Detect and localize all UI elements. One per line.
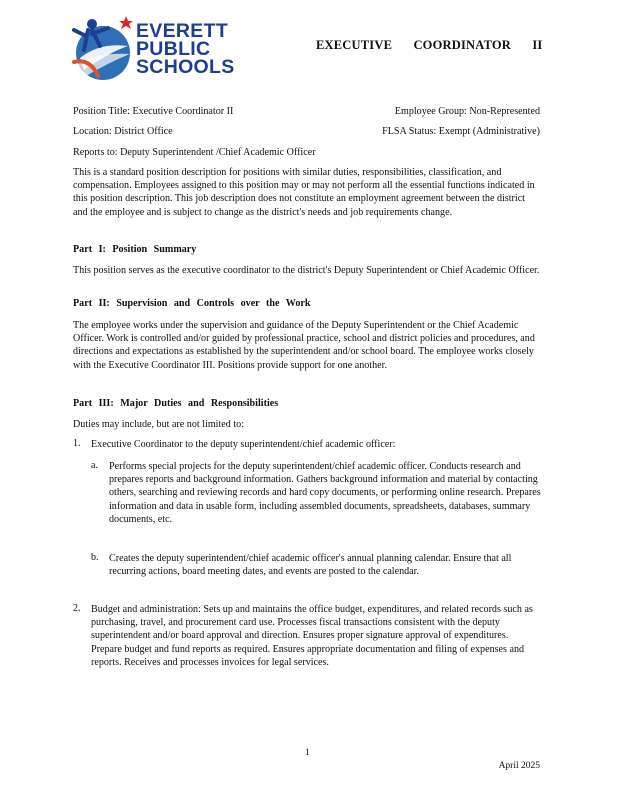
page-number: 1 — [305, 748, 310, 758]
logo-line-2: PUBLIC — [136, 38, 211, 60]
location: Location: District Office — [73, 126, 173, 137]
part1-heading: Part I: Position Summary — [73, 244, 197, 255]
employee-group: Employee Group: Non-Represented — [394, 106, 540, 117]
list-marker-b: b. — [91, 552, 99, 563]
list-marker-a: a. — [91, 460, 99, 471]
logo-emblem-icon — [70, 12, 140, 82]
position-title: Position Title: Executive Coordinator II — [73, 106, 234, 117]
intro-paragraph: This is a standard position description for positions with similar duties, responsibilities, classification, and compensation. Employees assigned to this position may or may not perform all the essential functions indicated in this position description. This job description does not constitute an employment agreement between the district and the employee and is subject to change as the district's needs and job requirements change. — [73, 167, 535, 218]
reports-to: Reports to: Deputy Superintendent /Chief Academic Officer — [73, 147, 316, 158]
list-number-2: 2. — [73, 603, 81, 614]
duty-2-text: Budget and administration: Sets up and maintains the office budget, expenditures, and related records such as purchasing, travel, and procurement card use. Processes fiscal transactions consistent with the deputy superintendent and/or board approval and direction. Ensures proper signature approval of expenditures. Prepare budget and fund reports as required. Ensures appropriate documentation and filing of expenses and reports. Receives and processes invoices for legal services. — [91, 604, 533, 668]
document-title: EXECUTIVE COORDINATOR II — [316, 38, 543, 52]
flsa-status: FLSA Status: Exempt (Administrative) — [382, 126, 540, 137]
list-number-1: 1. — [73, 438, 81, 449]
duty-1-text: Executive Coordinator to the deputy superintendent/chief academic officer: — [91, 439, 396, 450]
duty-1a-text: Performs special projects for the deputy superintendent/chief academic officer. Conducts research and prepares reports and background information. Gathers background information and material by contacting others, searching and reviewing records and hard copy documents, or performing online research. Prepares information and data in usable form, including assembled documents, spreadsheets, databases, summary documents, etc. — [109, 461, 541, 525]
revision-date: April 2025 — [498, 761, 540, 771]
logo-line-3: SCHOOLS — [136, 56, 235, 78]
part1-body: This position serves as the executive coordinator to the district's Deputy Superintendent or Chief Academic Officer. — [73, 265, 540, 276]
logo-line-1: EVERETT — [136, 20, 229, 42]
duties-lead: Duties may include, but are not limited to: — [73, 419, 244, 430]
part2-body: The employee works under the supervision and guidance of the Deputy Superintendent or the Chief Academic Officer. Work is controlled and/or guided by professional practice, school and district policies and procedures, and directions and expectations as established by the superintendent and/or school board. The employee works closely with the Executive Coordinator III. Positions provide support for one another. — [73, 320, 535, 371]
duty-1b-text: Creates the deputy superintendent/chief academic officer's annual planning calendar. Ensure that all recurring actions, board meeting dates, and events are posted to the calendar. — [109, 553, 512, 578]
part2-heading: Part II: Supervision and Controls over the Work — [73, 298, 311, 309]
part3-heading: Part III: Major Duties and Responsibilities — [73, 398, 279, 409]
